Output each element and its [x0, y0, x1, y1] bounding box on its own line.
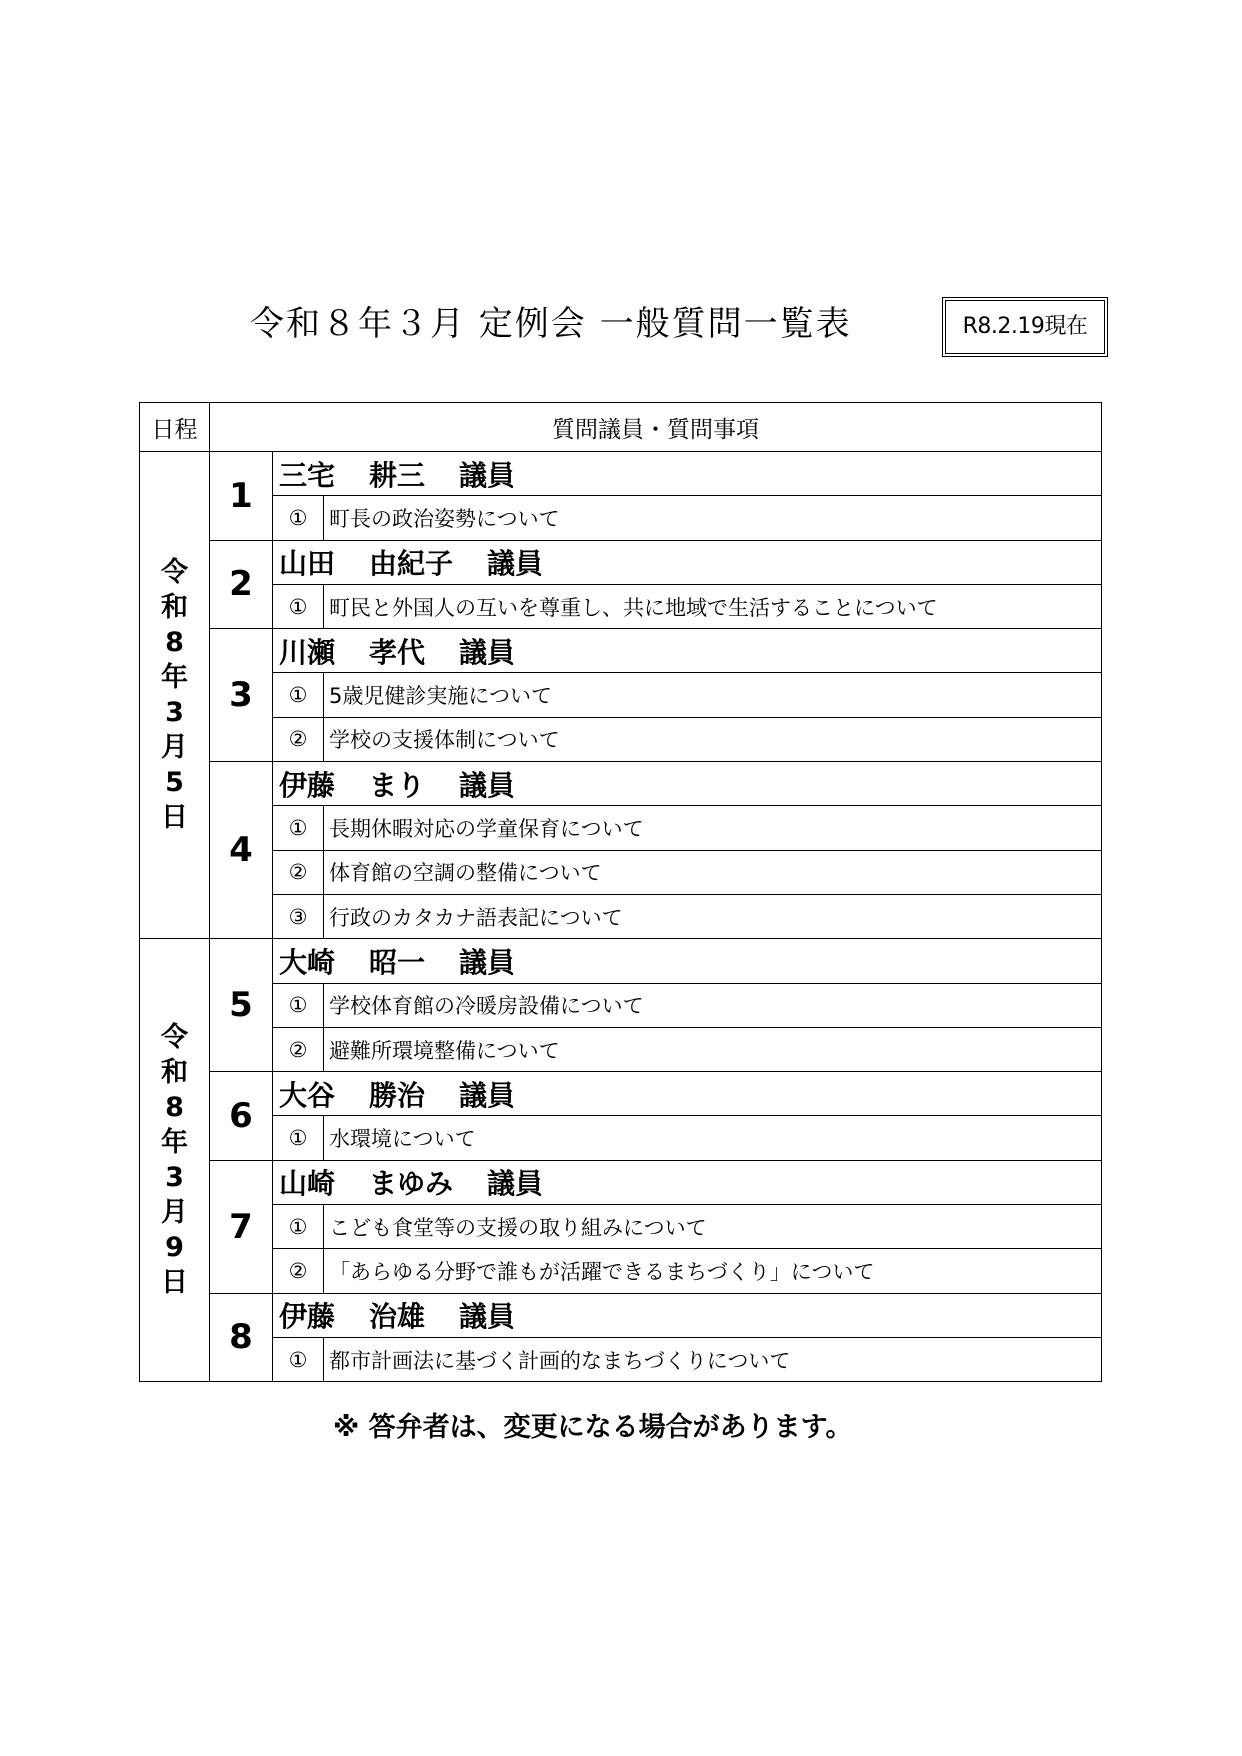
- questioner-name: 伊藤 治雄 議員: [273, 1293, 1102, 1337]
- questioner-name: 山田 由紀子 議員: [273, 540, 1102, 584]
- questioner-number: 3: [210, 629, 273, 762]
- topic-row: [140, 850, 1102, 894]
- questioner-number: 5: [210, 939, 273, 1072]
- topic-mark: ②: [273, 850, 324, 894]
- topic-text: 長期休暇対応の学童保育について: [324, 806, 1102, 850]
- questioner-number: 6: [210, 1072, 273, 1161]
- topic-mark: ②: [273, 717, 324, 761]
- topic-row: [140, 1249, 1102, 1293]
- questioner-number: 4: [210, 762, 273, 939]
- topic-row: [140, 983, 1102, 1027]
- topic-text: 学校の支援体制について: [324, 717, 1102, 761]
- topic-row: [140, 1205, 1102, 1249]
- questioner-row: [140, 540, 1102, 584]
- header-schedule: 日程: [140, 403, 210, 452]
- topic-mark: ①: [273, 584, 324, 628]
- questioner-name: 山崎 まゆみ 議員: [273, 1160, 1102, 1204]
- topic-mark: ③: [273, 894, 324, 938]
- date-cell-day2: 令 和 8 年 3 月 9 日: [140, 939, 210, 1382]
- topic-row: [140, 894, 1102, 938]
- table-header-row: [140, 403, 1102, 452]
- questioner-row: [140, 762, 1102, 806]
- topic-row: [140, 1116, 1102, 1160]
- questioner-name: 大崎 昭一 議員: [273, 939, 1102, 983]
- questioner-name: 三宅 耕三 議員: [273, 452, 1102, 496]
- topic-text: 避難所環境整備について: [324, 1027, 1102, 1071]
- topic-mark: ①: [273, 1205, 324, 1249]
- topic-text: 学校体育館の冷暖房設備について: [324, 983, 1102, 1027]
- topic-mark: ①: [273, 983, 324, 1027]
- questioner-row: [140, 939, 1102, 983]
- topic-row: [140, 1337, 1102, 1381]
- footnote: ※ 答弁者は、変更になる場合があります。: [333, 1412, 853, 1443]
- questioner-number: 2: [210, 540, 273, 629]
- topic-mark: ①: [273, 806, 324, 850]
- questioner-row: [140, 1293, 1102, 1337]
- questioner-name: 川瀬 孝代 議員: [273, 629, 1102, 673]
- topic-row: [140, 717, 1102, 761]
- questioner-name: 大谷 勝治 議員: [273, 1072, 1102, 1116]
- topic-mark: ①: [273, 1337, 324, 1381]
- topic-text: 「あらゆる分野で誰もが活躍できるまちづくり」について: [324, 1249, 1102, 1293]
- questioner-row: [140, 1072, 1102, 1116]
- topic-mark: ①: [273, 496, 324, 540]
- topic-text: 都市計画法に基づく計画的なまちづくりについて: [324, 1337, 1102, 1381]
- questioner-row: [140, 629, 1102, 673]
- as-of-date-box: R8.2.19現在: [942, 297, 1108, 357]
- topic-row: [140, 496, 1102, 540]
- date-cell-day1: 令 和 8 年 3 月 5 日: [140, 452, 210, 939]
- questioner-row: [140, 1160, 1102, 1204]
- topic-text: 体育館の空調の整備について: [324, 850, 1102, 894]
- topic-row: [140, 673, 1102, 717]
- questioner-row: [140, 452, 1102, 496]
- question-schedule-table: [139, 402, 1102, 1382]
- topic-text: 行政のカタカナ語表記について: [324, 894, 1102, 938]
- topic-text: 5歳児健診実施について: [324, 673, 1102, 717]
- document-title: 令和８年３月 定例会 一般質問一覧表: [250, 304, 852, 344]
- questioner-number: 1: [210, 452, 273, 541]
- questioner-number: 8: [210, 1293, 273, 1382]
- topic-text: 町民と外国人の互いを尊重し、共に地域で生活することについて: [324, 584, 1102, 628]
- questioner-name: 伊藤 まり 議員: [273, 762, 1102, 806]
- topic-text: こども食堂等の支援の取り組みについて: [324, 1205, 1102, 1249]
- topic-row: [140, 584, 1102, 628]
- topic-mark: ②: [273, 1027, 324, 1071]
- topic-text: 水環境について: [324, 1116, 1102, 1160]
- questioner-number: 7: [210, 1160, 273, 1293]
- topic-row: [140, 1027, 1102, 1071]
- topic-mark: ①: [273, 673, 324, 717]
- header-content: 質問議員・質問事項: [210, 403, 1102, 452]
- topic-mark: ②: [273, 1249, 324, 1293]
- topic-row: [140, 806, 1102, 850]
- topic-text: 町長の政治姿勢について: [324, 496, 1102, 540]
- topic-mark: ①: [273, 1116, 324, 1160]
